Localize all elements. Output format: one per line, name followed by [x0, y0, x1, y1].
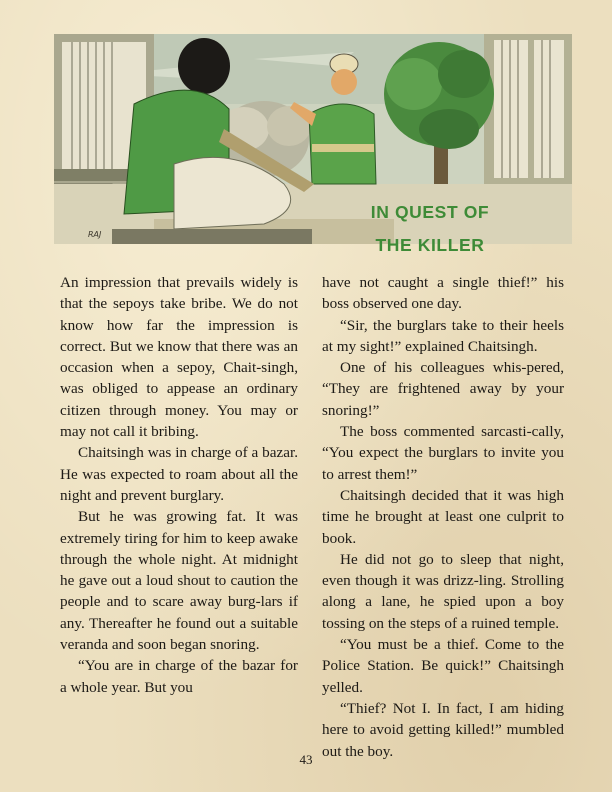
paragraph: Chaitsingh decided that it was high time he brought at least one culprit to book. — [322, 486, 564, 547]
story-title-line-2: THE KILLER — [375, 235, 485, 255]
left-text-column — [60, 272, 298, 698]
paragraph: “You are in charge of the bazar for a whole year. But you — [60, 657, 298, 696]
paragraph: An impression that prevails widely is that the sepoys take bribe. We do not know how far the impression is correct. But we know that there was an occasion when a sepoy, Chait-singh, was obliged to appease an ordinary citizen through money. You may or may not call it bribing. — [60, 274, 298, 441]
paragraph: The boss commented sarcasti-cally, “You expect the burglars to invite you to arrest them!” — [322, 423, 564, 483]
paragraph: have not caught a single thief!” his boss observed one day. — [322, 274, 564, 313]
paragraph: But he was growing fat. It was extremely tiring for him to keep awake through the whole night. At midnight he gave out a loud shout to caution the people and to scare away burg-lars if any. Thereafter he found out a suitable veranda and soon began snoring. — [60, 508, 298, 654]
paragraph: “Sir, the burglars take to their heels at my sight!” explained Chaitsingh. — [322, 316, 564, 355]
paragraph: Chaitsingh was in charge of a bazar. He was expected to roam about all the night and prevent burglary. — [60, 444, 298, 504]
artist-signature: RAJ — [88, 230, 102, 239]
paragraph: He did not go to sleep that night, even though it was drizz-ling. Strolling along a lane, he spied upon a boy tossing on the steps of a ruined temple. — [322, 550, 564, 632]
paragraph: “Thief? Not I. In fact, I am hiding here to avoid getting killed!” mumbled out the boy. — [322, 699, 564, 760]
right-text-column — [322, 272, 564, 762]
page-number: 43 — [299, 752, 313, 767]
story-title-line-1: IN QUEST OF — [370, 202, 490, 222]
paragraph: One of his colleagues whis-pered, “They are frightened away by your snoring!” — [322, 359, 564, 419]
paragraph: “You must be a thief. Come to the Police Station. Be quick!” Chaitsingh yelled. — [322, 636, 564, 696]
